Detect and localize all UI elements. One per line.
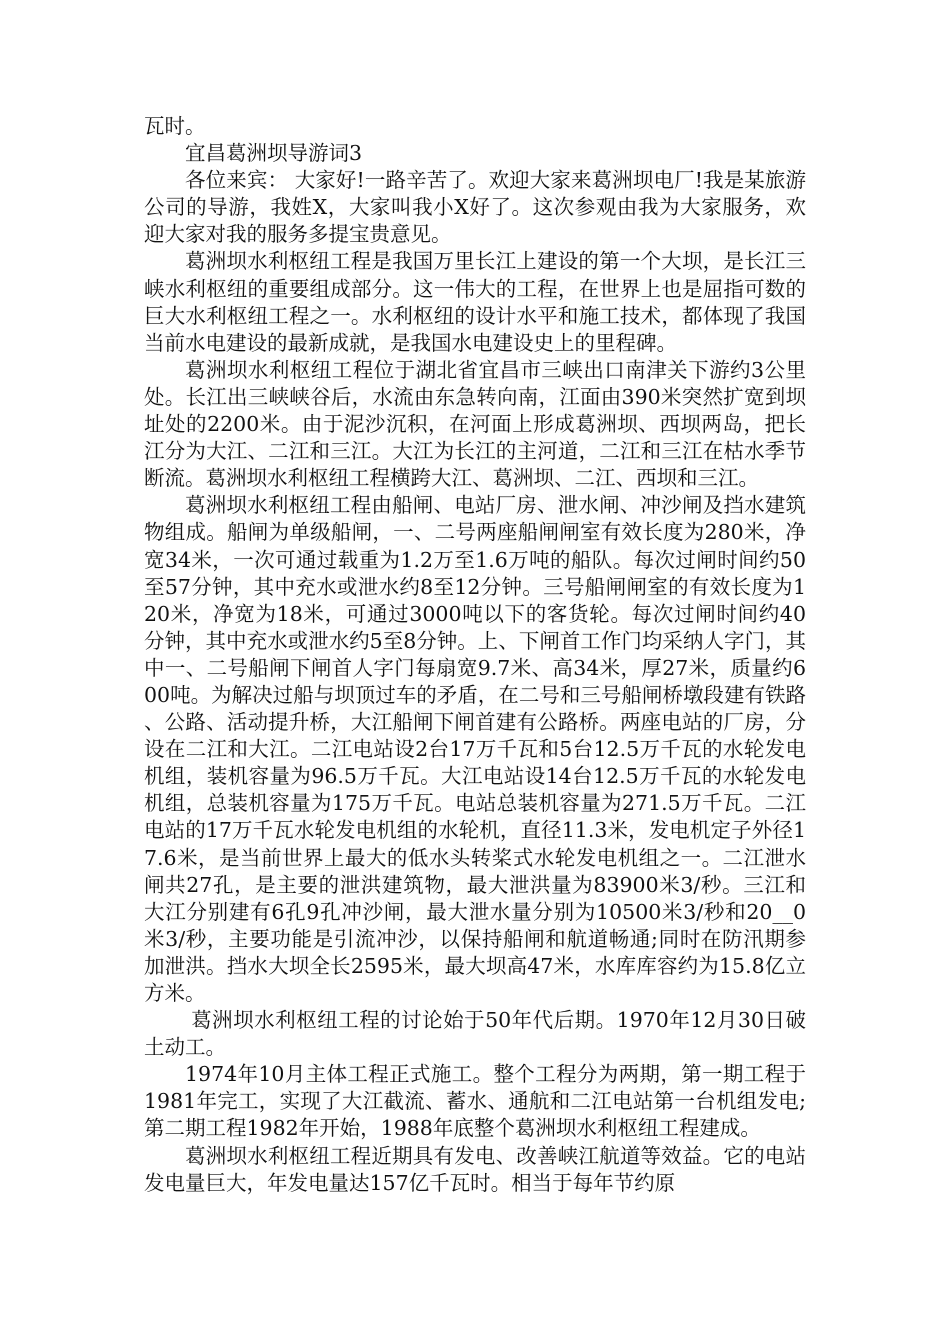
paragraph-benefits: 葛洲坝水利枢纽工程近期具有发电、改善峡江航道等效益。它的电站发电量巨大，年发电量达157亿千瓦时。相当于每年节约原 xyxy=(144,1143,806,1195)
paragraph-location: 葛洲坝水利枢纽工程位于湖北省宜昌市三峡出口南津关下游约3公里处。长江出三峡峡谷后，水流由东急转向南，江面由390米突然扩宽到坝址处的2200米。由于泥沙沉积，在河面上形成葛洲坝、西坝两岛，把长江分为大江、二江和三江。大江为长江的主河道，二江和三江在枯水季节断流。葛洲坝水利枢纽工程横跨大江、葛洲坝、二江、西坝和三江。 xyxy=(144,357,806,491)
paragraph-continuation: 瓦时。 xyxy=(144,114,206,138)
section-heading: 宜昌葛洲坝导游词3 xyxy=(185,141,363,166)
paragraph-structures: 葛洲坝水利枢纽工程由船闸、电站厂房、泄水闸、冲沙闸及挡水建筑物组成。船闸为单级船闸，一、二号两座船闸闸室有效长度为280米，净宽34米，一次可通过载重为1.2万至1.6万吨的船队。每次过闸时间约50至57分钟，其中充水或泄水约8至12分钟。三号船闸闸室的有效长度为120米，净宽为18米，可通过3000吨以下的客货轮。每次过闸时间约40分钟，其中充水或泄水约5至8分钟。上、下闸首工作门均采纳人字门，其中一、二号船闸下闸首人字门每扇宽9.7米、高34米，厚27米，质量约600吨。为解决过船与坝顶过车的矛盾，在二号和三号船闸桥墩段建有铁路、公路、活动提升桥，大江船闸下闸首建有公路桥。两座电站的厂房，分设在二江和大江。二江电站设2台17万千瓦和5台12.5万千瓦的水轮发电机组，装机容量为96.5万千瓦。大江电站设14台12.5万千瓦的水轮发电机组，总装机容量为175万千瓦。电站总装机容量为271.5万千瓦。二江电站的17万千瓦水轮发电机组的水轮机，直径11.3米，发电机定子外径17.6米，是当前世界上最大的低水头转桨式水轮发电机组之一。二江泄水闸共27孔，是主要的泄洪建筑物，最大泄洪量为83900米3/秒。三江和大江分别建有6孔9孔冲沙闸，最大泄水量分别为10500米3/秒和20__0米3/秒，主要功能是引流冲沙，以保持船闸和航道畅通;同时在防汛期参加泄洪。挡水大坝全长2595米，最大坝高47米，水库库容约为15.8亿立方米。 xyxy=(144,493,806,1005)
document-page xyxy=(144,113,806,1197)
paragraph-construction: 1974年10月主体工程正式施工。整个工程分为两期，第一期工程于1981年完工，实现了大江截流、蓄水、通航和二江电站第一台机组发电;第二期工程1982年开始，1988年底整个葛洲坝水利枢纽工程建成。 xyxy=(144,1062,806,1141)
paragraph-greeting: 各位来宾： 大家好!一路辛苦了。欢迎大家来葛洲坝电厂!我是某旅游公司的导游，我姓X，大家叫我小X好了。这次参观由我为大家服务，欢迎大家对我的服务多提宝贵意见。 xyxy=(144,168,806,247)
paragraph-history-start: 葛洲坝水利枢纽工程的讨论始于50年代后期。1970年12月30日破土动工。 xyxy=(144,1008,806,1060)
paragraph-introduction: 葛洲坝水利枢纽工程是我国万里长江上建设的第一个大坝，是长江三峡水利枢纽的重要组成部分。这一伟大的工程，在世界上也是屈指可数的巨大水利枢纽工程之一。水利枢纽的设计水平和施工技术，都体现了我国当前水电建设的最新成就，是我国水电建设史上的里程碑。 xyxy=(144,249,806,355)
